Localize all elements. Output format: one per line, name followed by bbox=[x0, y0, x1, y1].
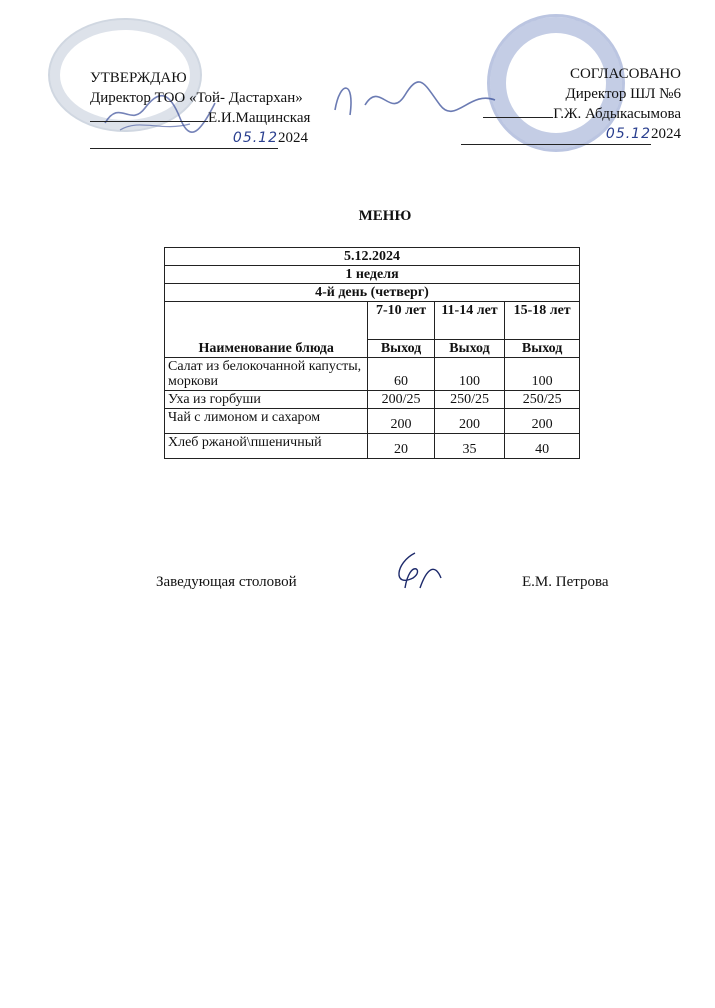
agreement-name-line bbox=[461, 104, 681, 124]
yield-header: Выход bbox=[368, 340, 434, 358]
dish-name: Салат из белокочанной капусты, моркови bbox=[165, 358, 368, 391]
table-row bbox=[165, 434, 580, 459]
approval-date-line bbox=[90, 128, 310, 149]
agreement-heading: СОГЛАСОВАНО bbox=[569, 66, 681, 82]
yield-value: 100 bbox=[434, 358, 505, 391]
agreement-position: Директор ШЛ №6 bbox=[565, 86, 681, 102]
yield-header: Выход bbox=[434, 340, 505, 358]
menu-date: 5.12.2024 bbox=[165, 248, 580, 266]
table-row bbox=[165, 409, 580, 434]
menu-day: 4-й день (четверг) bbox=[165, 284, 580, 302]
agreement-date-line bbox=[461, 124, 681, 145]
footer-name: Е.М. Петрова bbox=[522, 574, 609, 590]
age-group-header: 15-18 лет bbox=[505, 302, 580, 340]
dish-column-header: Наименование блюда bbox=[165, 302, 368, 358]
page-title: МЕНЮ bbox=[358, 208, 412, 224]
yield-header: Выход bbox=[505, 340, 580, 358]
approver-name: Е.И.Мащинская bbox=[208, 110, 311, 126]
yield-value: 60 bbox=[368, 358, 434, 391]
agreement-block bbox=[461, 64, 681, 145]
footer-role: Заведующая столовой bbox=[156, 574, 297, 590]
dish-name: Хлеб ржаной\пшеничный bbox=[165, 434, 368, 459]
yield-value: 250/25 bbox=[505, 391, 580, 409]
menu-week: 1 неделя bbox=[165, 266, 580, 284]
dish-name: Чай с лимоном и сахаром bbox=[165, 409, 368, 434]
age-group-header: 11-14 лет bbox=[434, 302, 505, 340]
dish-name: Уха из горбуши bbox=[165, 391, 368, 409]
menu-table bbox=[164, 247, 580, 459]
agreement-name: Г.Ж. Абдыкасымова bbox=[553, 106, 681, 122]
approval-block bbox=[90, 68, 310, 149]
yield-value: 200 bbox=[368, 409, 434, 434]
yield-value: 250/25 bbox=[434, 391, 505, 409]
approval-signature-line bbox=[90, 108, 310, 128]
approval-heading: УТВЕРЖДАЮ bbox=[90, 70, 187, 86]
agreement-year: 2024 bbox=[651, 126, 681, 142]
agreement-date: 05.12 bbox=[605, 126, 651, 142]
yield-value: 35 bbox=[434, 434, 505, 459]
head-signature bbox=[385, 548, 445, 596]
yield-value: 20 bbox=[368, 434, 434, 459]
approval-position: Директор ТОО «Той- Дастархан» bbox=[90, 90, 303, 106]
approval-year: 2024 bbox=[278, 130, 308, 146]
yield-value: 200/25 bbox=[368, 391, 434, 409]
table-row bbox=[165, 391, 580, 409]
yield-value: 100 bbox=[505, 358, 580, 391]
yield-value: 200 bbox=[505, 409, 580, 434]
table-row bbox=[165, 358, 580, 391]
yield-value: 40 bbox=[505, 434, 580, 459]
approval-date: 05.12 bbox=[232, 130, 278, 146]
yield-value: 200 bbox=[434, 409, 505, 434]
age-group-header: 7-10 лет bbox=[368, 302, 434, 340]
